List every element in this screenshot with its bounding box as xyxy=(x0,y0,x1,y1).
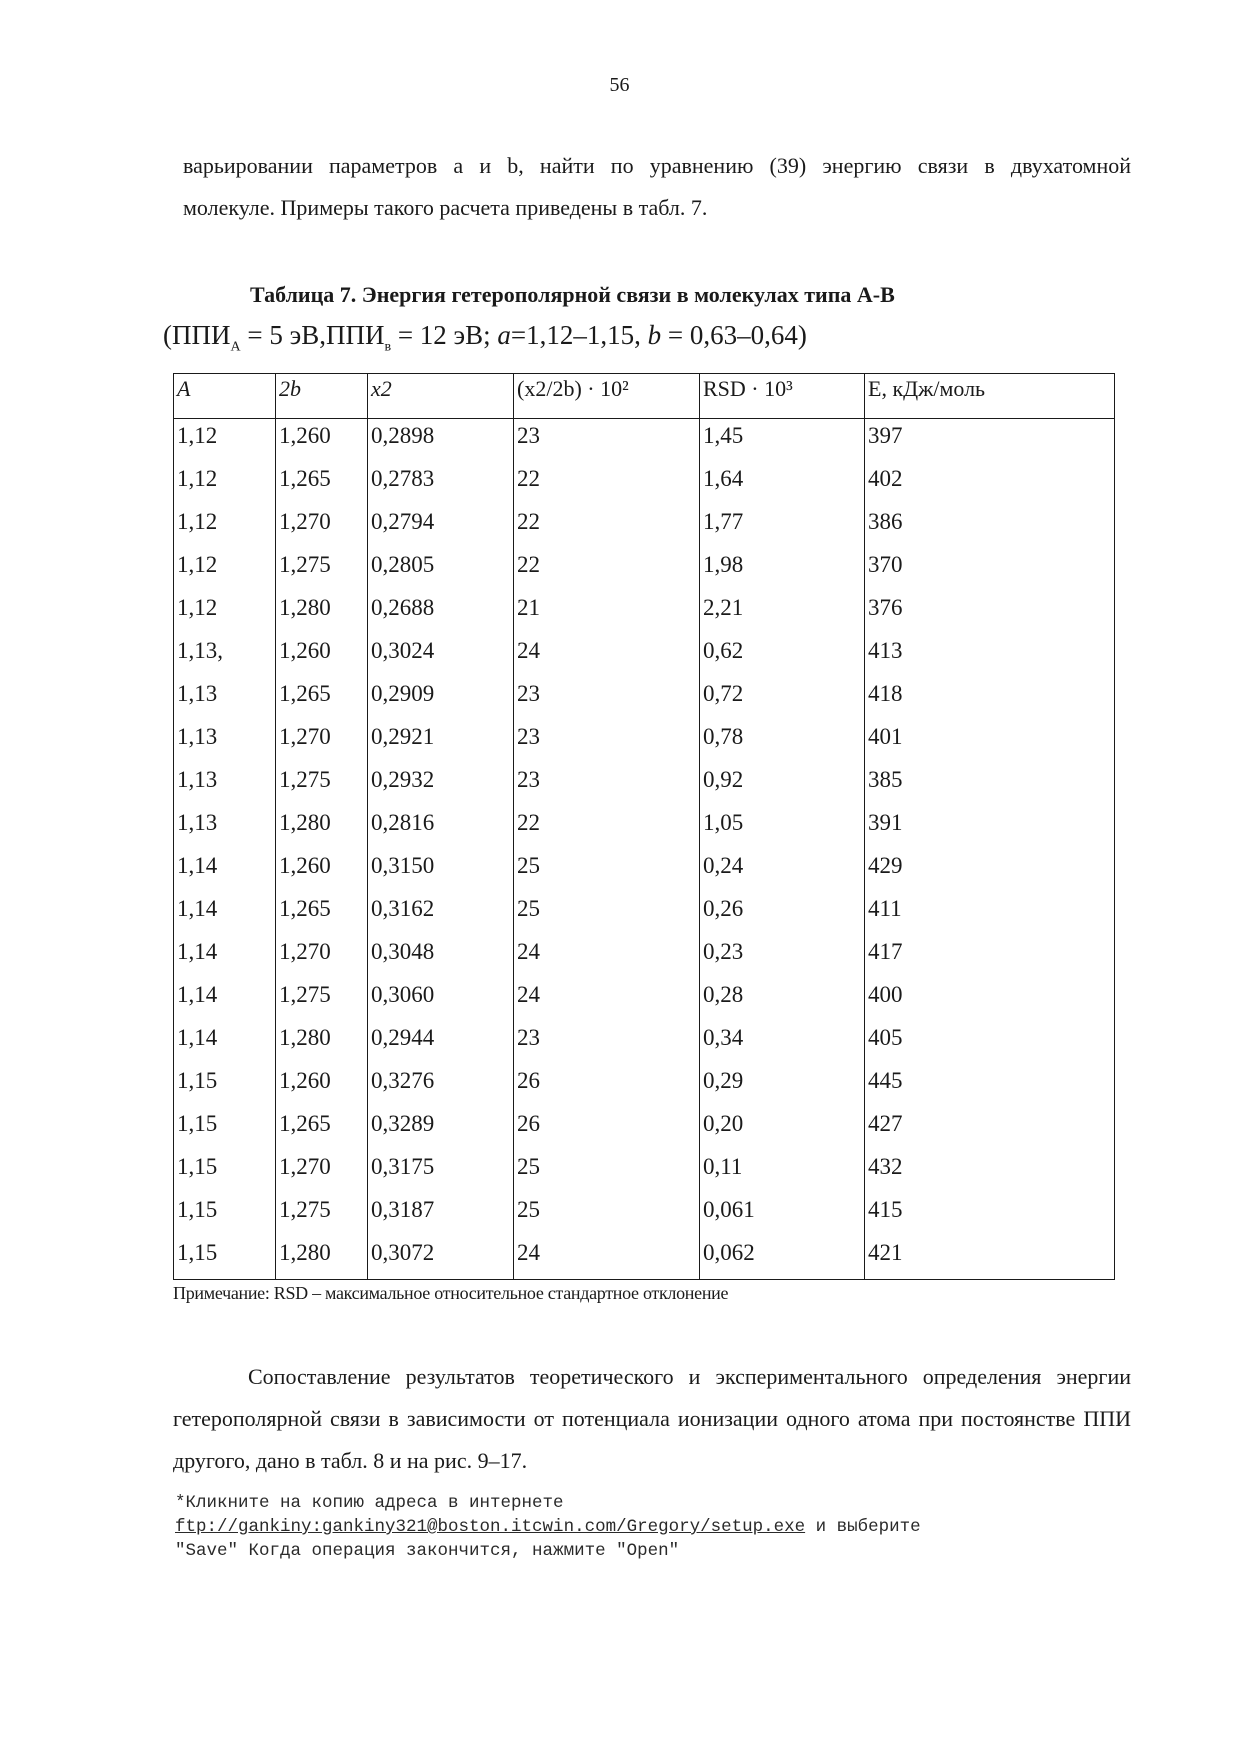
cell-x2: 0,2794 xyxy=(368,505,514,548)
table-row xyxy=(174,677,1115,720)
cell-rsd: 0,24 xyxy=(700,849,865,892)
cell-rsd: 0,061 xyxy=(700,1193,865,1236)
cell-x2: 0,3048 xyxy=(368,935,514,978)
params-sub-b: в xyxy=(384,339,392,355)
intro-line-1: варьировании параметров a и b, найти по уравнению (39) энергию связи в двухатомной xyxy=(183,153,1131,178)
cell-ratio: 24 xyxy=(514,1236,700,1280)
cell-x2: 0,2805 xyxy=(368,548,514,591)
params-b-range: = 0,63–0,64) xyxy=(661,320,807,350)
cell-energy: 370 xyxy=(865,548,1115,591)
cell-2b: 1,275 xyxy=(276,1193,368,1236)
table-params xyxy=(163,320,807,355)
cell-2b: 1,260 xyxy=(276,634,368,677)
params-mid1: = 5 эВ,ППИ xyxy=(240,320,385,350)
cell-ratio: 25 xyxy=(514,892,700,935)
cell-ratio: 22 xyxy=(514,806,700,849)
cell-rsd: 1,98 xyxy=(700,548,865,591)
cell-rsd: 1,05 xyxy=(700,806,865,849)
cell-2b: 1,275 xyxy=(276,548,368,591)
table-row xyxy=(174,1236,1115,1280)
table-row xyxy=(174,1193,1115,1236)
header-2b: 2b xyxy=(276,374,368,419)
cell-rsd: 0,28 xyxy=(700,978,865,1021)
cell-x2: 0,2921 xyxy=(368,720,514,763)
cell-rsd: 0,72 xyxy=(700,677,865,720)
cell-a: 1,14 xyxy=(174,1021,276,1064)
cell-2b: 1,270 xyxy=(276,1150,368,1193)
cell-energy: 400 xyxy=(865,978,1115,1021)
cell-ratio: 22 xyxy=(514,462,700,505)
cell-x2: 0,3072 xyxy=(368,1236,514,1280)
cell-energy: 376 xyxy=(865,591,1115,634)
cell-ratio: 24 xyxy=(514,634,700,677)
footer-after-link: и выберите xyxy=(805,1517,921,1537)
cell-energy: 429 xyxy=(865,849,1115,892)
cell-a: 1,15 xyxy=(174,1150,276,1193)
cell-rsd: 0,29 xyxy=(700,1064,865,1107)
table-row xyxy=(174,634,1115,677)
cell-2b: 1,280 xyxy=(276,1236,368,1280)
cell-x2: 0,3060 xyxy=(368,978,514,1021)
table-row xyxy=(174,1150,1115,1193)
cell-x2: 0,3187 xyxy=(368,1193,514,1236)
cell-rsd: 0,20 xyxy=(700,1107,865,1150)
cell-a: 1,14 xyxy=(174,892,276,935)
cell-energy: 411 xyxy=(865,892,1115,935)
cell-x2: 0,2909 xyxy=(368,677,514,720)
cell-x2: 0,3162 xyxy=(368,892,514,935)
cell-ratio: 26 xyxy=(514,1064,700,1107)
table-row xyxy=(174,1021,1115,1064)
table-row xyxy=(174,935,1115,978)
comparison-text: Сопоставление результатов теоретического и экспериментального определения энергии гетерополярной связи в зависимости от потенциала ионизации одного атома при постоянстве ППИ другого, дано в табл. 8 и на рис. 9–17. xyxy=(173,1364,1131,1473)
table-row xyxy=(174,720,1115,763)
cell-rsd: 2,21 xyxy=(700,591,865,634)
cell-a: 1,13 xyxy=(174,763,276,806)
header-rsd: RSD · 10³ xyxy=(700,374,865,419)
cell-2b: 1,265 xyxy=(276,462,368,505)
cell-x2: 0,3150 xyxy=(368,849,514,892)
footer-line-3: "Save" Когда операция закончится, нажмите "Open" xyxy=(175,1541,680,1561)
cell-2b: 1,280 xyxy=(276,1021,368,1064)
cell-2b: 1,260 xyxy=(276,849,368,892)
cell-2b: 1,270 xyxy=(276,505,368,548)
cell-2b: 1,265 xyxy=(276,677,368,720)
cell-ratio: 23 xyxy=(514,677,700,720)
table-row xyxy=(174,849,1115,892)
params-mid2: = 12 эВ; xyxy=(391,320,498,350)
table-row xyxy=(174,978,1115,1021)
table-row xyxy=(174,1107,1115,1150)
cell-a: 1,14 xyxy=(174,978,276,1021)
cell-a: 1,14 xyxy=(174,849,276,892)
cell-x2: 0,3276 xyxy=(368,1064,514,1107)
cell-a: 1,12 xyxy=(174,462,276,505)
table-note: Примечание: RSD – максимальное относительное стандартное отклонение xyxy=(173,1283,729,1303)
cell-2b: 1,275 xyxy=(276,763,368,806)
cell-a: 1,13, xyxy=(174,634,276,677)
cell-ratio: 26 xyxy=(514,1107,700,1150)
table-row xyxy=(174,462,1115,505)
cell-ratio: 24 xyxy=(514,935,700,978)
footer-line-1: *Кликните на копию адреса в интернете xyxy=(175,1493,564,1513)
cell-2b: 1,280 xyxy=(276,806,368,849)
page-number: 56 xyxy=(609,74,630,96)
cell-ratio: 24 xyxy=(514,978,700,1021)
params-open: (ППИ xyxy=(163,320,231,350)
cell-ratio: 23 xyxy=(514,1021,700,1064)
cell-energy: 418 xyxy=(865,677,1115,720)
cell-2b: 1,260 xyxy=(276,1064,368,1107)
cell-rsd: 0,11 xyxy=(700,1150,865,1193)
table-row xyxy=(174,892,1115,935)
cell-ratio: 25 xyxy=(514,1150,700,1193)
cell-energy: 397 xyxy=(865,419,1115,463)
cell-2b: 1,270 xyxy=(276,720,368,763)
cell-ratio: 23 xyxy=(514,720,700,763)
params-a-range: =1,12–1,15, xyxy=(510,320,648,350)
table-row xyxy=(174,591,1115,634)
cell-energy: 421 xyxy=(865,1236,1115,1280)
cell-a: 1,12 xyxy=(174,505,276,548)
table-row xyxy=(174,1064,1115,1107)
cell-rsd: 0,92 xyxy=(700,763,865,806)
cell-ratio: 23 xyxy=(514,763,700,806)
cell-x2: 0,2932 xyxy=(368,763,514,806)
cell-a: 1,13 xyxy=(174,720,276,763)
table-row xyxy=(174,548,1115,591)
table-title: Таблица 7. Энергия гетерополярной связи в молекулах типа А-В xyxy=(250,282,895,307)
cell-x2: 0,3289 xyxy=(368,1107,514,1150)
cell-x2: 0,2816 xyxy=(368,806,514,849)
cell-a: 1,15 xyxy=(174,1193,276,1236)
cell-2b: 1,280 xyxy=(276,591,368,634)
cell-a: 1,15 xyxy=(174,1064,276,1107)
cell-x2: 0,2898 xyxy=(368,419,514,463)
cell-rsd: 0,78 xyxy=(700,720,865,763)
cell-2b: 1,275 xyxy=(276,978,368,1021)
comparison-paragraph xyxy=(173,1356,1131,1482)
header-ratio: (x2/2b) · 10² xyxy=(514,374,700,419)
cell-energy: 427 xyxy=(865,1107,1115,1150)
header-energy: E, кДж/моль xyxy=(865,374,1115,419)
cell-energy: 415 xyxy=(865,1193,1115,1236)
cell-x2: 0,2688 xyxy=(368,591,514,634)
cell-x2: 0,3024 xyxy=(368,634,514,677)
cell-energy: 385 xyxy=(865,763,1115,806)
header-a: A xyxy=(174,374,276,419)
table-row xyxy=(174,505,1115,548)
table-row xyxy=(174,806,1115,849)
table-header-row xyxy=(174,374,1115,419)
intro-line-2: молекуле. Примеры такого расчета приведены в табл. 7. xyxy=(183,195,708,220)
cell-a: 1,13 xyxy=(174,806,276,849)
cell-ratio: 25 xyxy=(514,849,700,892)
cell-a: 1,15 xyxy=(174,1236,276,1280)
cell-rsd: 0,23 xyxy=(700,935,865,978)
header-x2: x2 xyxy=(368,374,514,419)
cell-energy: 417 xyxy=(865,935,1115,978)
cell-a: 1,15 xyxy=(174,1107,276,1150)
footer-note xyxy=(175,1491,921,1563)
cell-a: 1,12 xyxy=(174,419,276,463)
cell-2b: 1,265 xyxy=(276,892,368,935)
cell-energy: 391 xyxy=(865,806,1115,849)
cell-energy: 405 xyxy=(865,1021,1115,1064)
cell-x2: 0,3175 xyxy=(368,1150,514,1193)
cell-ratio: 21 xyxy=(514,591,700,634)
cell-2b: 1,260 xyxy=(276,419,368,463)
table-row xyxy=(174,763,1115,806)
intro-paragraph xyxy=(183,145,1131,229)
cell-energy: 413 xyxy=(865,634,1115,677)
params-b-var: b xyxy=(647,320,662,350)
cell-energy: 432 xyxy=(865,1150,1115,1193)
cell-energy: 401 xyxy=(865,720,1115,763)
cell-rsd: 0,26 xyxy=(700,892,865,935)
table-row xyxy=(174,419,1115,463)
cell-rsd: 0,62 xyxy=(700,634,865,677)
cell-energy: 445 xyxy=(865,1064,1115,1107)
cell-ratio: 22 xyxy=(514,548,700,591)
cell-rsd: 1,64 xyxy=(700,462,865,505)
cell-a: 1,13 xyxy=(174,677,276,720)
cell-rsd: 0,34 xyxy=(700,1021,865,1064)
cell-a: 1,14 xyxy=(174,935,276,978)
params-a-var: a xyxy=(497,320,511,350)
cell-energy: 386 xyxy=(865,505,1115,548)
params-sub-a: A xyxy=(230,339,241,355)
table-body xyxy=(174,419,1115,1280)
cell-rsd: 1,45 xyxy=(700,419,865,463)
cell-ratio: 23 xyxy=(514,419,700,463)
cell-x2: 0,2944 xyxy=(368,1021,514,1064)
cell-a: 1,12 xyxy=(174,591,276,634)
energy-table xyxy=(173,373,1115,1280)
cell-rsd: 0,062 xyxy=(700,1236,865,1280)
cell-2b: 1,270 xyxy=(276,935,368,978)
cell-2b: 1,265 xyxy=(276,1107,368,1150)
cell-energy: 402 xyxy=(865,462,1115,505)
cell-ratio: 25 xyxy=(514,1193,700,1236)
cell-rsd: 1,77 xyxy=(700,505,865,548)
cell-a: 1,12 xyxy=(174,548,276,591)
footer-link[interactable]: ftp://gankiny:gankiny321@boston.itcwin.com/Gregory/setup.exe xyxy=(175,1517,806,1537)
cell-ratio: 22 xyxy=(514,505,700,548)
cell-x2: 0,2783 xyxy=(368,462,514,505)
